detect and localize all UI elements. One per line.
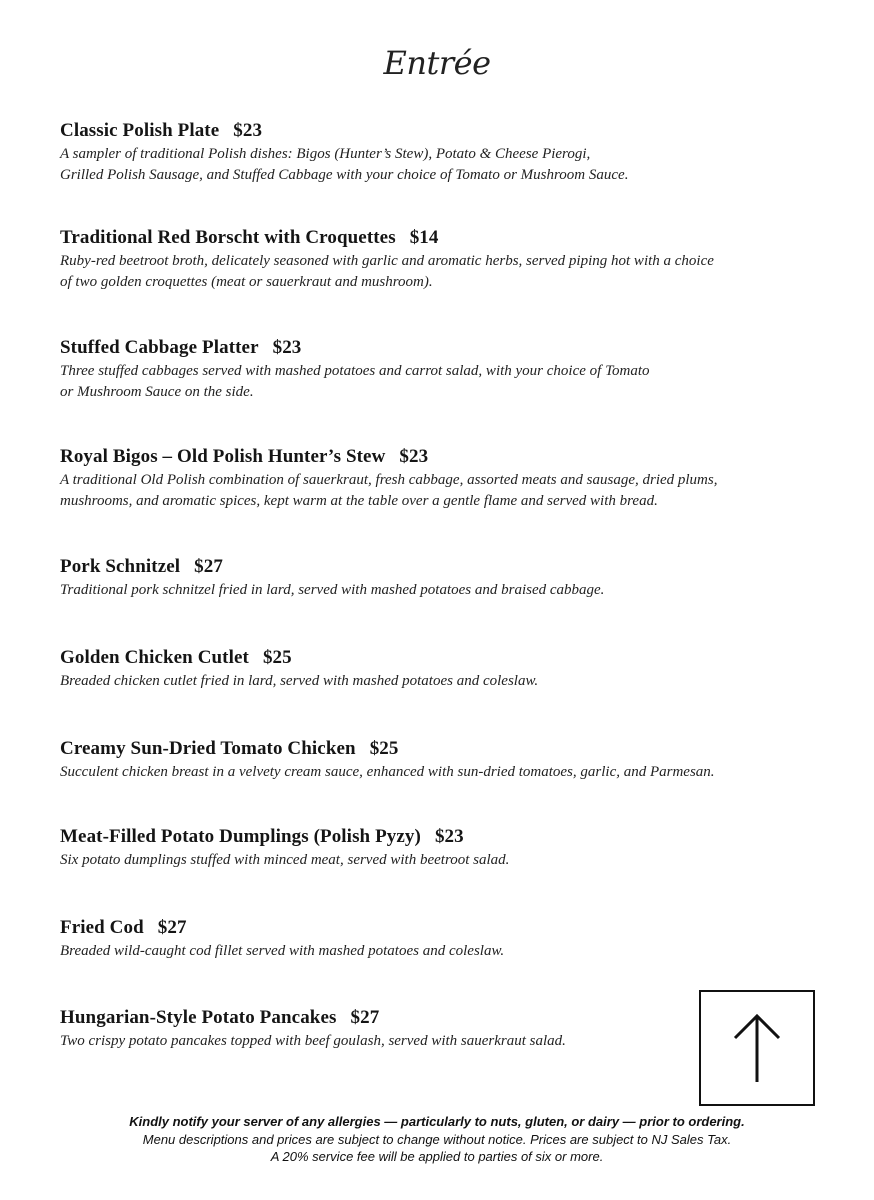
- menu-item: [60, 1007, 680, 1052]
- menu-item: [60, 647, 840, 692]
- price-notice: Menu descriptions and prices are subject to change without notice. Prices are subject to NJ Sales Tax.: [142, 1131, 732, 1147]
- item-price: $25: [262, 647, 292, 668]
- item-name: Golden Chicken Cutlet: [60, 647, 249, 668]
- item-description: Traditional pork schnitzel fried in lard, served with mashed potatoes and braised cabbage.: [60, 582, 605, 598]
- item-price: $14: [409, 227, 439, 248]
- item-price: $23: [399, 446, 429, 467]
- menu-item: [60, 556, 840, 601]
- item-price: $27: [350, 1007, 380, 1028]
- menu-item: [60, 917, 840, 962]
- menu-item: [60, 738, 840, 783]
- item-name: Hungarian-Style Potato Pancakes: [60, 1007, 337, 1028]
- item-description: Six potato dumplings stuffed with minced meat, served with beetroot salad.: [60, 852, 510, 868]
- item-name: Traditional Red Borscht with Croquettes: [60, 227, 396, 248]
- item-description: Ruby-red beetroot broth, delicately seasoned with garlic and aromatic herbs, served piping hot with a choice of two golden croquettes (meat or sauerkraut and mushroom).: [60, 253, 714, 290]
- arrow-up-icon: [727, 1008, 787, 1088]
- page-title: Entrée: [383, 44, 491, 82]
- item-description: Succulent chicken breast in a velvety cream sauce, enhanced with sun-dried tomatoes, garlic, and Parmesan.: [60, 764, 715, 780]
- item-price: $23: [233, 120, 263, 141]
- item-description: Three stuffed cabbages served with mashed potatoes and carrot salad, with your choice of Tomato or Mushroom Sauce on the side.: [60, 363, 650, 400]
- allergy-notice: Kindly notify your server of any allergies — particularly to nuts, gluten, or dairy — prior to ordering.: [129, 1114, 745, 1129]
- scroll-to-top-button[interactable]: [699, 990, 815, 1106]
- item-name: Meat-Filled Potato Dumplings (Polish Pyzy): [60, 826, 421, 847]
- item-description: Two crispy potato pancakes topped with beef goulash, served with sauerkraut salad.: [60, 1033, 566, 1049]
- item-name: Fried Cod: [60, 917, 144, 938]
- item-description: Breaded wild-caught cod fillet served with mashed potatoes and coleslaw.: [60, 943, 505, 959]
- item-description: A sampler of traditional Polish dishes: Bigos (Hunter’s Stew), Potato & Cheese Pierogi, Grilled Polish Sausage, and Stuffed Cabbage with your choice of Tomato or Mushroom Sauce.: [60, 146, 629, 183]
- menu-item: [60, 337, 840, 403]
- item-name: Royal Bigos – Old Polish Hunter’s Stew: [60, 446, 386, 467]
- item-price: $25: [369, 738, 399, 759]
- item-price: $27: [194, 556, 223, 577]
- item-name: Classic Polish Plate: [60, 120, 220, 141]
- item-price: $23: [272, 337, 302, 358]
- menu-item: [60, 446, 840, 512]
- item-name: Pork Schnitzel: [60, 556, 181, 577]
- item-price: $23: [434, 826, 464, 847]
- item-name: Creamy Sun-Dried Tomato Chicken: [60, 738, 356, 759]
- menu-item: [60, 120, 840, 186]
- service-fee-notice: A 20% service fee will be applied to parties of six or more.: [270, 1149, 604, 1164]
- item-description: A traditional Old Polish combination of sauerkraut, fresh cabbage, assorted meats and sausage, dried plums, mushrooms, and aromatic spices, kept warm at the table over a gentle flame and served with bread.: [60, 472, 718, 509]
- item-price: $27: [157, 917, 187, 938]
- item-name: Stuffed Cabbage Platter: [60, 337, 259, 358]
- menu-item: [60, 826, 840, 871]
- menu-footer: [0, 1113, 874, 1166]
- item-description: Breaded chicken cutlet fried in lard, served with mashed potatoes and coleslaw.: [60, 673, 539, 689]
- menu-item: [60, 227, 840, 293]
